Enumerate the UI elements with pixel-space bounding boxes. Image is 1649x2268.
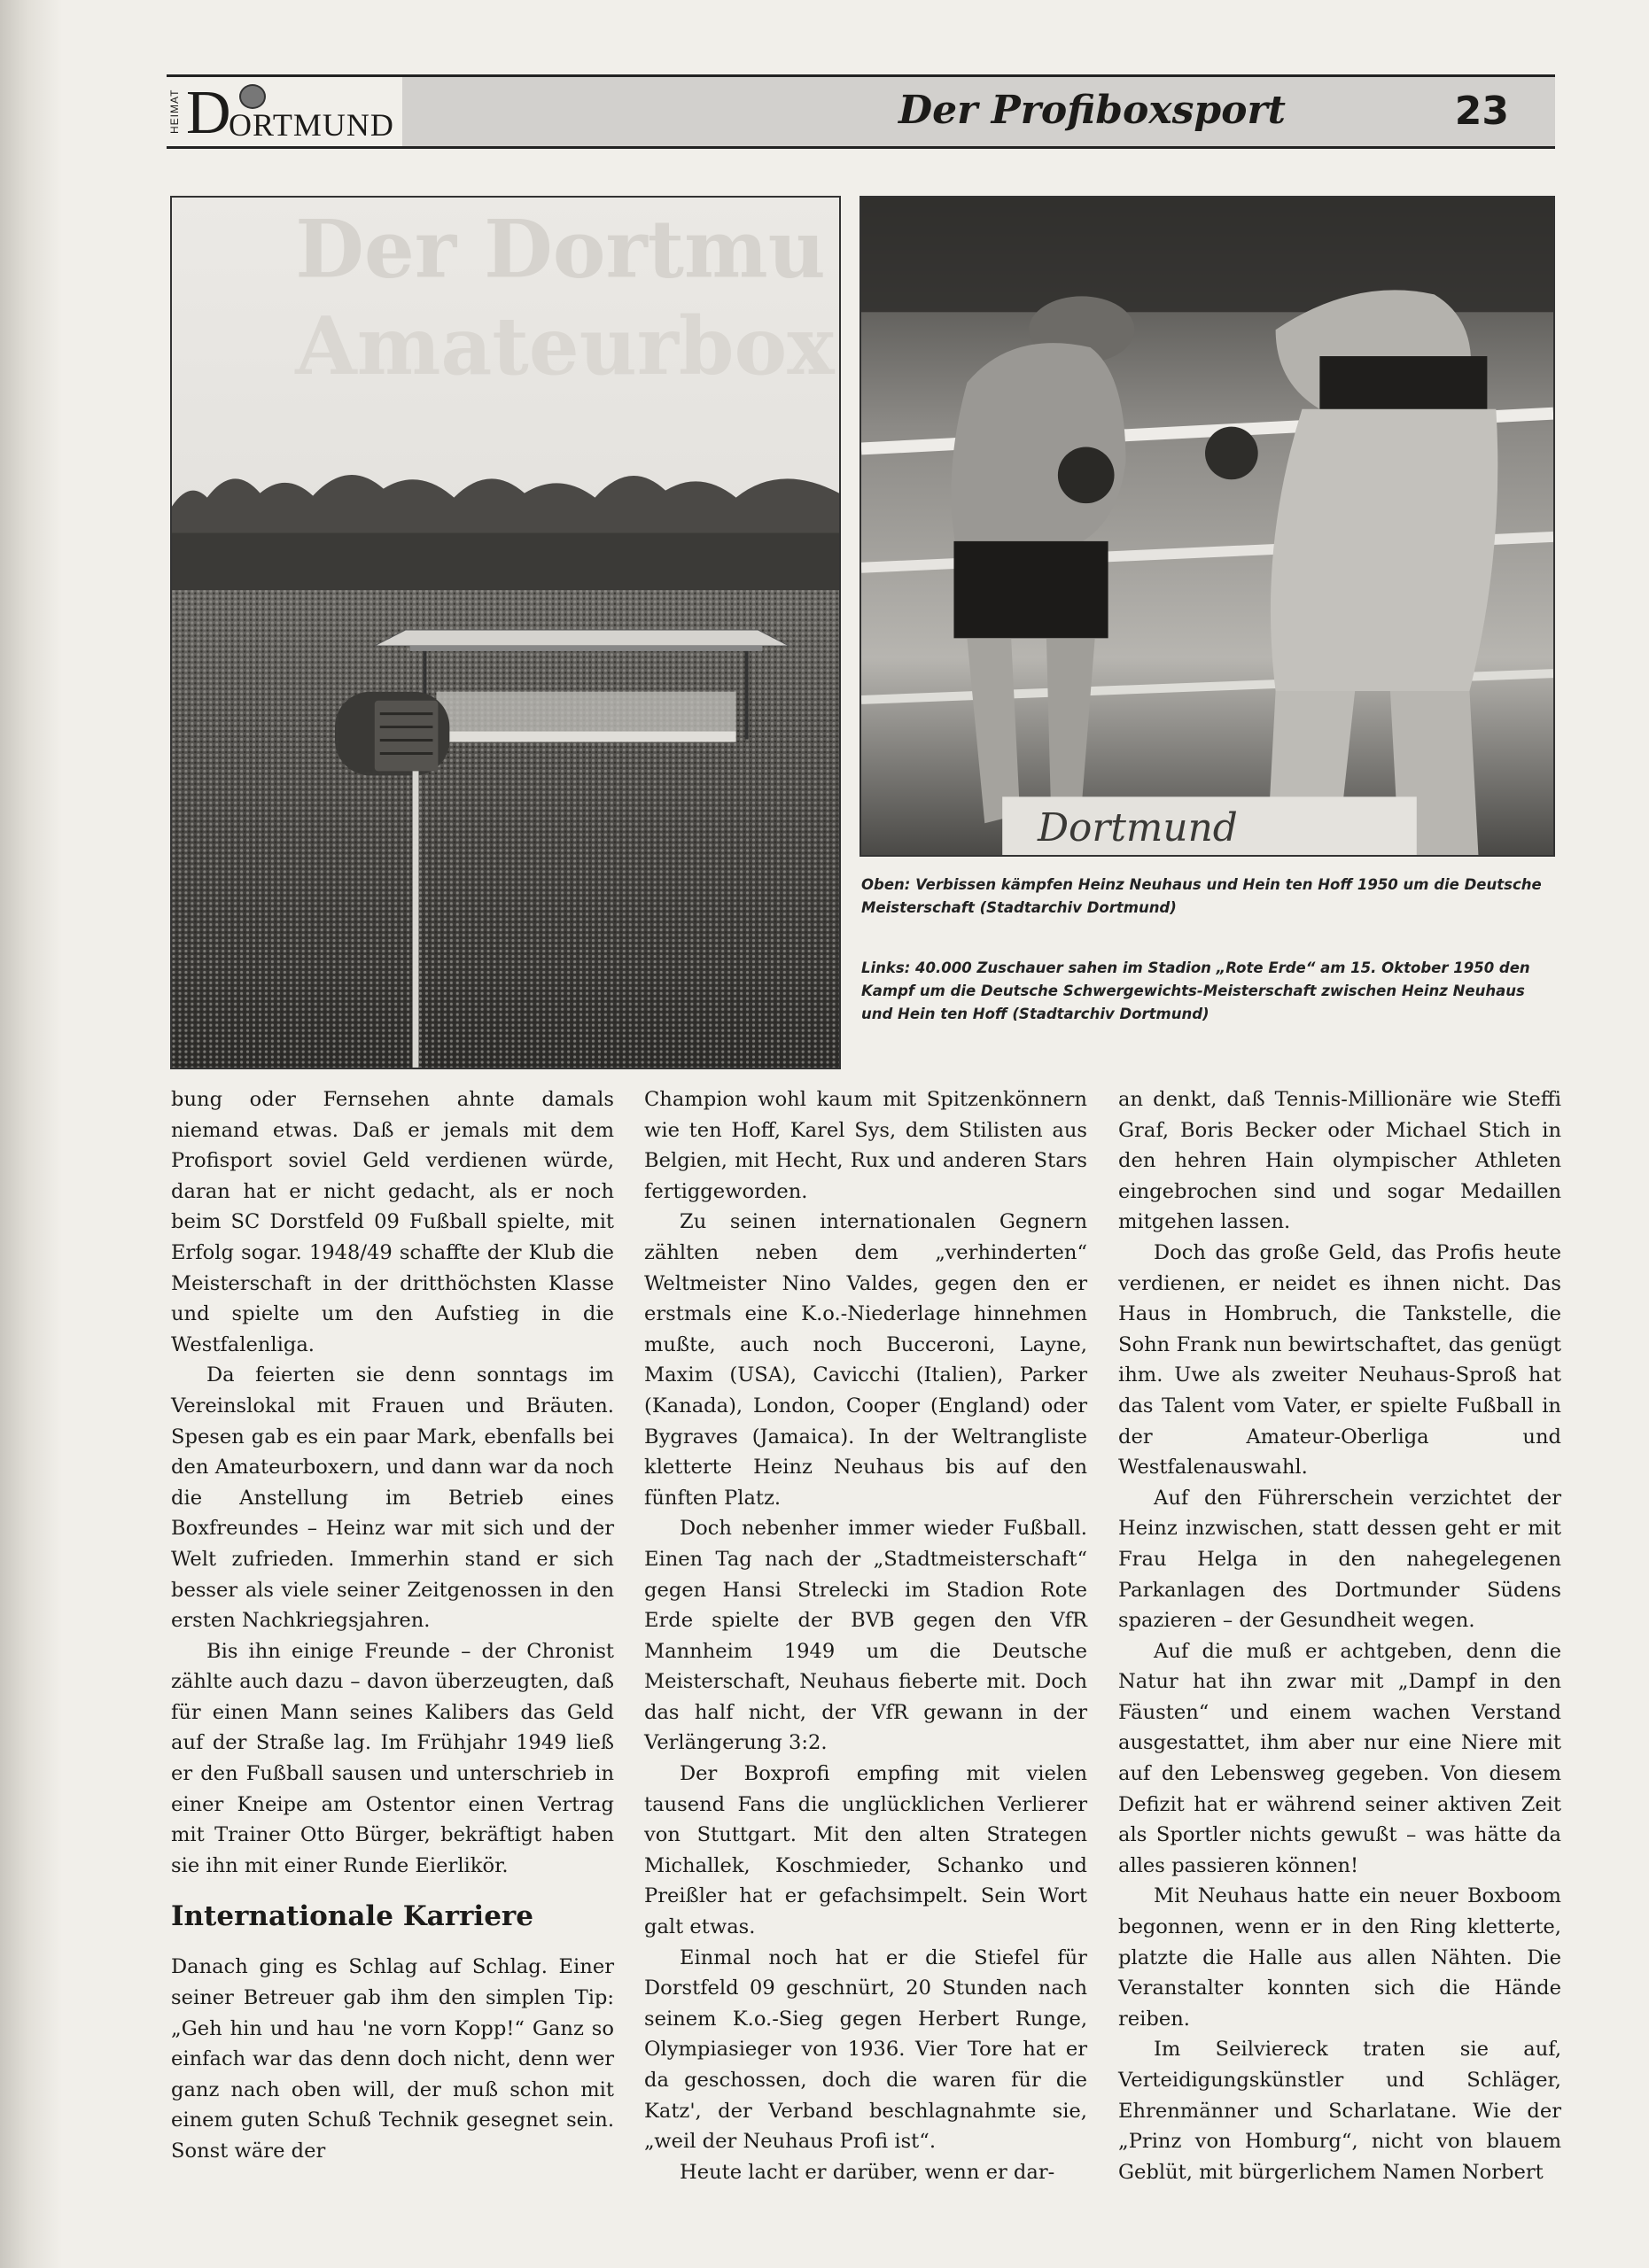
city-crest-icon xyxy=(239,84,266,109)
page-number: 23 xyxy=(1454,89,1509,134)
paragraph: Doch das große Geld, das Profis heute verdienen, er neidet es ihnen nicht. Das Haus in Hombruch, die Tankstelle, die Sohn Frank nun bewirtschaftet, das genügt ihm. Uwe als zweiter Neuhaus-Sproß hat das Talent vom Vater, er spielte Fußball in der Amateur-Oberliga und Westfalenauswahl. xyxy=(1118,1240,1561,1480)
caption-top: Oben: Verbissen kämpfen Heinz Neuhaus und Hein ten Hoff 1950 um die Deutsche Meisterschaft (Stadtarchiv Dortmund) xyxy=(861,876,1542,916)
section-subhead: Internationale Karriere xyxy=(171,1900,533,1933)
paragraph: Champion wohl kaum mit Spitzenkönnern wie ten Hoff, Karel Sys, dem Stilisten aus Belgien, mit Hecht, Rux und anderen Stars fertiggeworden. xyxy=(644,1088,1087,1203)
paragraph: an denkt, daß Tennis-Millionäre wie Steffi Graf, Boris Becker oder Michael Stich in den hehren Hain olympischer Athleten eingebrochen sind und sogar Medaillen mitgehen lassen. xyxy=(1118,1088,1561,1234)
paragraph: Doch nebenher immer wieder Fußball. Einen Tag nach der „Stadtmeisterschaft“ gegen Hansi Strelecki im Stadion Rote Erde spielte der BVB gegen den VfR Mannheim 1949 um die Deutsche Meisterschaft, Neuhaus fieberte mit. Doch das half nicht, der VfR gewann in der Verlängerung 3:2. xyxy=(644,1517,1087,1755)
photo-captions xyxy=(861,874,1548,1063)
paragraph: Da feierten sie denn sonntags im Vereinslokal mit Frauen und Bräuten. Spesen gab es ein paar Mark, ebenfalls bei den Amateurboxern, und dann war da noch die Anstellung im Betrieb eines Boxfreundes – Heinz war mit sich und der Welt zufrieden. Immerhin stand er sich besser als viele seiner Zeitgenossen in den ersten Nachkriegsjahren. xyxy=(171,1363,614,1633)
heimat-dortmund-logo xyxy=(167,77,402,146)
paragraph: Zu seinen internationalen Gegnern zählten neben dem „verhinderten“ Weltmeister Nino Valdes, gegen den er erstmals eine K.o.-Niederlage hinnehmen mußte, auch noch Bucceroni, Layne, Maxim (USA), Cavicchi (Italien), Parker (Kanada), London, Cooper (England) oder Bygraves (Jamaica). In der Weltrangliste kletterte Heinz Neuhaus bis auf den fünften Platz. xyxy=(644,1210,1087,1510)
svg-text:Dortmund: Dortmund xyxy=(1037,805,1238,851)
paragraph: Mit Neuhaus hatte ein neuer Boxboom begonnen, wenn er in den Ring kletterte, platzte die Halle aus allen Nähten. Die Veranstalter konnten sich die Hände reiben. xyxy=(1118,1884,1561,2031)
paragraph: bung oder Fernsehen ahnte damals niemand etwas. Daß er jemals mit dem Profisport soviel Geld verdienen würde, daran hat er nicht gedacht, als er noch beim SC Dorstfeld 09 Fußball spielte, mit Erfolg sogar. 1948/49 schaffte der Klub die Meisterschaft in der dritthöchsten Klasse und spielte um den Aufstieg in die Westfalenliga. xyxy=(171,1088,614,1356)
caption-left: Links: 40.000 Zuschauer sahen im Stadion „Rote Erde“ am 15. Oktober 1950 den Kampf um die Deutsche Schwergewichts-Meisterschaft zwischen Heinz Neuhaus und Hein ten Hoff (Stadtarchiv Dortmund) xyxy=(861,959,1530,1022)
svg-text:Der Dortmu: Der Dortmu xyxy=(295,203,826,297)
page-title: Der Profiboxsport xyxy=(898,88,1286,133)
paragraph: Einmal noch hat er die Stiefel für Dorstfeld 09 geschnürt, 20 Stunden nach seinem K.o.-Sieg gegen Herbert Runge, Olympiasieger von 1936. Vier Tore hat er da geschossen, doch die waren für die Katz', der Verband beschlagnahmte sie, „weil der Neuhaus Profi ist“. xyxy=(644,1946,1087,2154)
stadium-crowd-photo xyxy=(170,196,841,1069)
text-column-3 xyxy=(1118,1084,1561,2187)
text-column-1 xyxy=(171,1084,614,2167)
svg-text:Amateurbox: Amateurbox xyxy=(295,300,835,394)
logo-heimat-text: HEIMAT xyxy=(168,89,181,135)
logo-rest: ORTMUND xyxy=(229,107,394,143)
paragraph: Auf die muß er achtgeben, denn die Natur hat ihn zwar mit „Dampf in den Fäusten“ und einem wachen Verstand ausgestattet, ihm aber nur eine Niere mit auf den Lebensweg gegeben. Von diesem Defizit hat er während seiner aktiven Zeit als Sportler nichts gewußt – was hätte da alles passieren können! xyxy=(1118,1639,1561,1877)
boxing-fight-photo xyxy=(860,196,1555,857)
paragraph: Danach ging es Schlag auf Schlag. Einer seiner Betreuer gab ihm den simplen Tip: „Geh hin und hau 'ne vorn Kopp!“ Ganz so einfach war das denn doch nicht, denn wer ganz nach oben will, der muß schon mit einem guten Schuß Technik gesegnet sein. Sonst wäre der xyxy=(171,1955,614,2163)
paragraph: Auf den Führerschein verzichtet der Heinz inzwischen, statt dessen geht er mit Frau Helga in den nahegelegenen Parkanlagen des Dortmunder Südens spazieren – der Gesundheit wegen. xyxy=(1118,1486,1561,1633)
logo-initial: D xyxy=(186,79,231,147)
paragraph: Im Seilviereck traten sie auf, Verteidigungskünstler und Schläger, Ehrenmänner und Scharlatane. Wie der „Prinz von Homburg“, nicht von blauem Geblüt, mit bürgerlichem Namen Norbert xyxy=(1118,2038,1561,2184)
header-band xyxy=(402,77,1555,146)
page-header xyxy=(167,74,1555,149)
paragraph: Bis ihn einige Freunde – der Chronist zählte auch dazu – davon überzeugten, daß für einen Mann seines Kalibers das Geld auf der Straße lag. Im Frühjahr 1949 ließ er den Fußball sausen und unterschrieb in einer Kneipe am Ostentor einen Vertrag mit Trainer Otto Bürger, bekräftigt haben sie ihn mit einer Runde Eierlikör. xyxy=(171,1639,614,1877)
paragraph: Der Boxprofi empfing mit vielen tausend Fans die unglücklichen Verlierer von Stuttgart. Mit den alten Strategen Michallek, Koschmieder, Schanko und Preißler hat er gefachsimpelt. Sein Wort galt etwas. xyxy=(644,1762,1087,1939)
paragraph: Heute lacht er darüber, wenn er dar- xyxy=(680,2160,1055,2184)
page-spine-shadow xyxy=(0,0,62,2268)
text-column-2 xyxy=(644,1084,1087,2187)
